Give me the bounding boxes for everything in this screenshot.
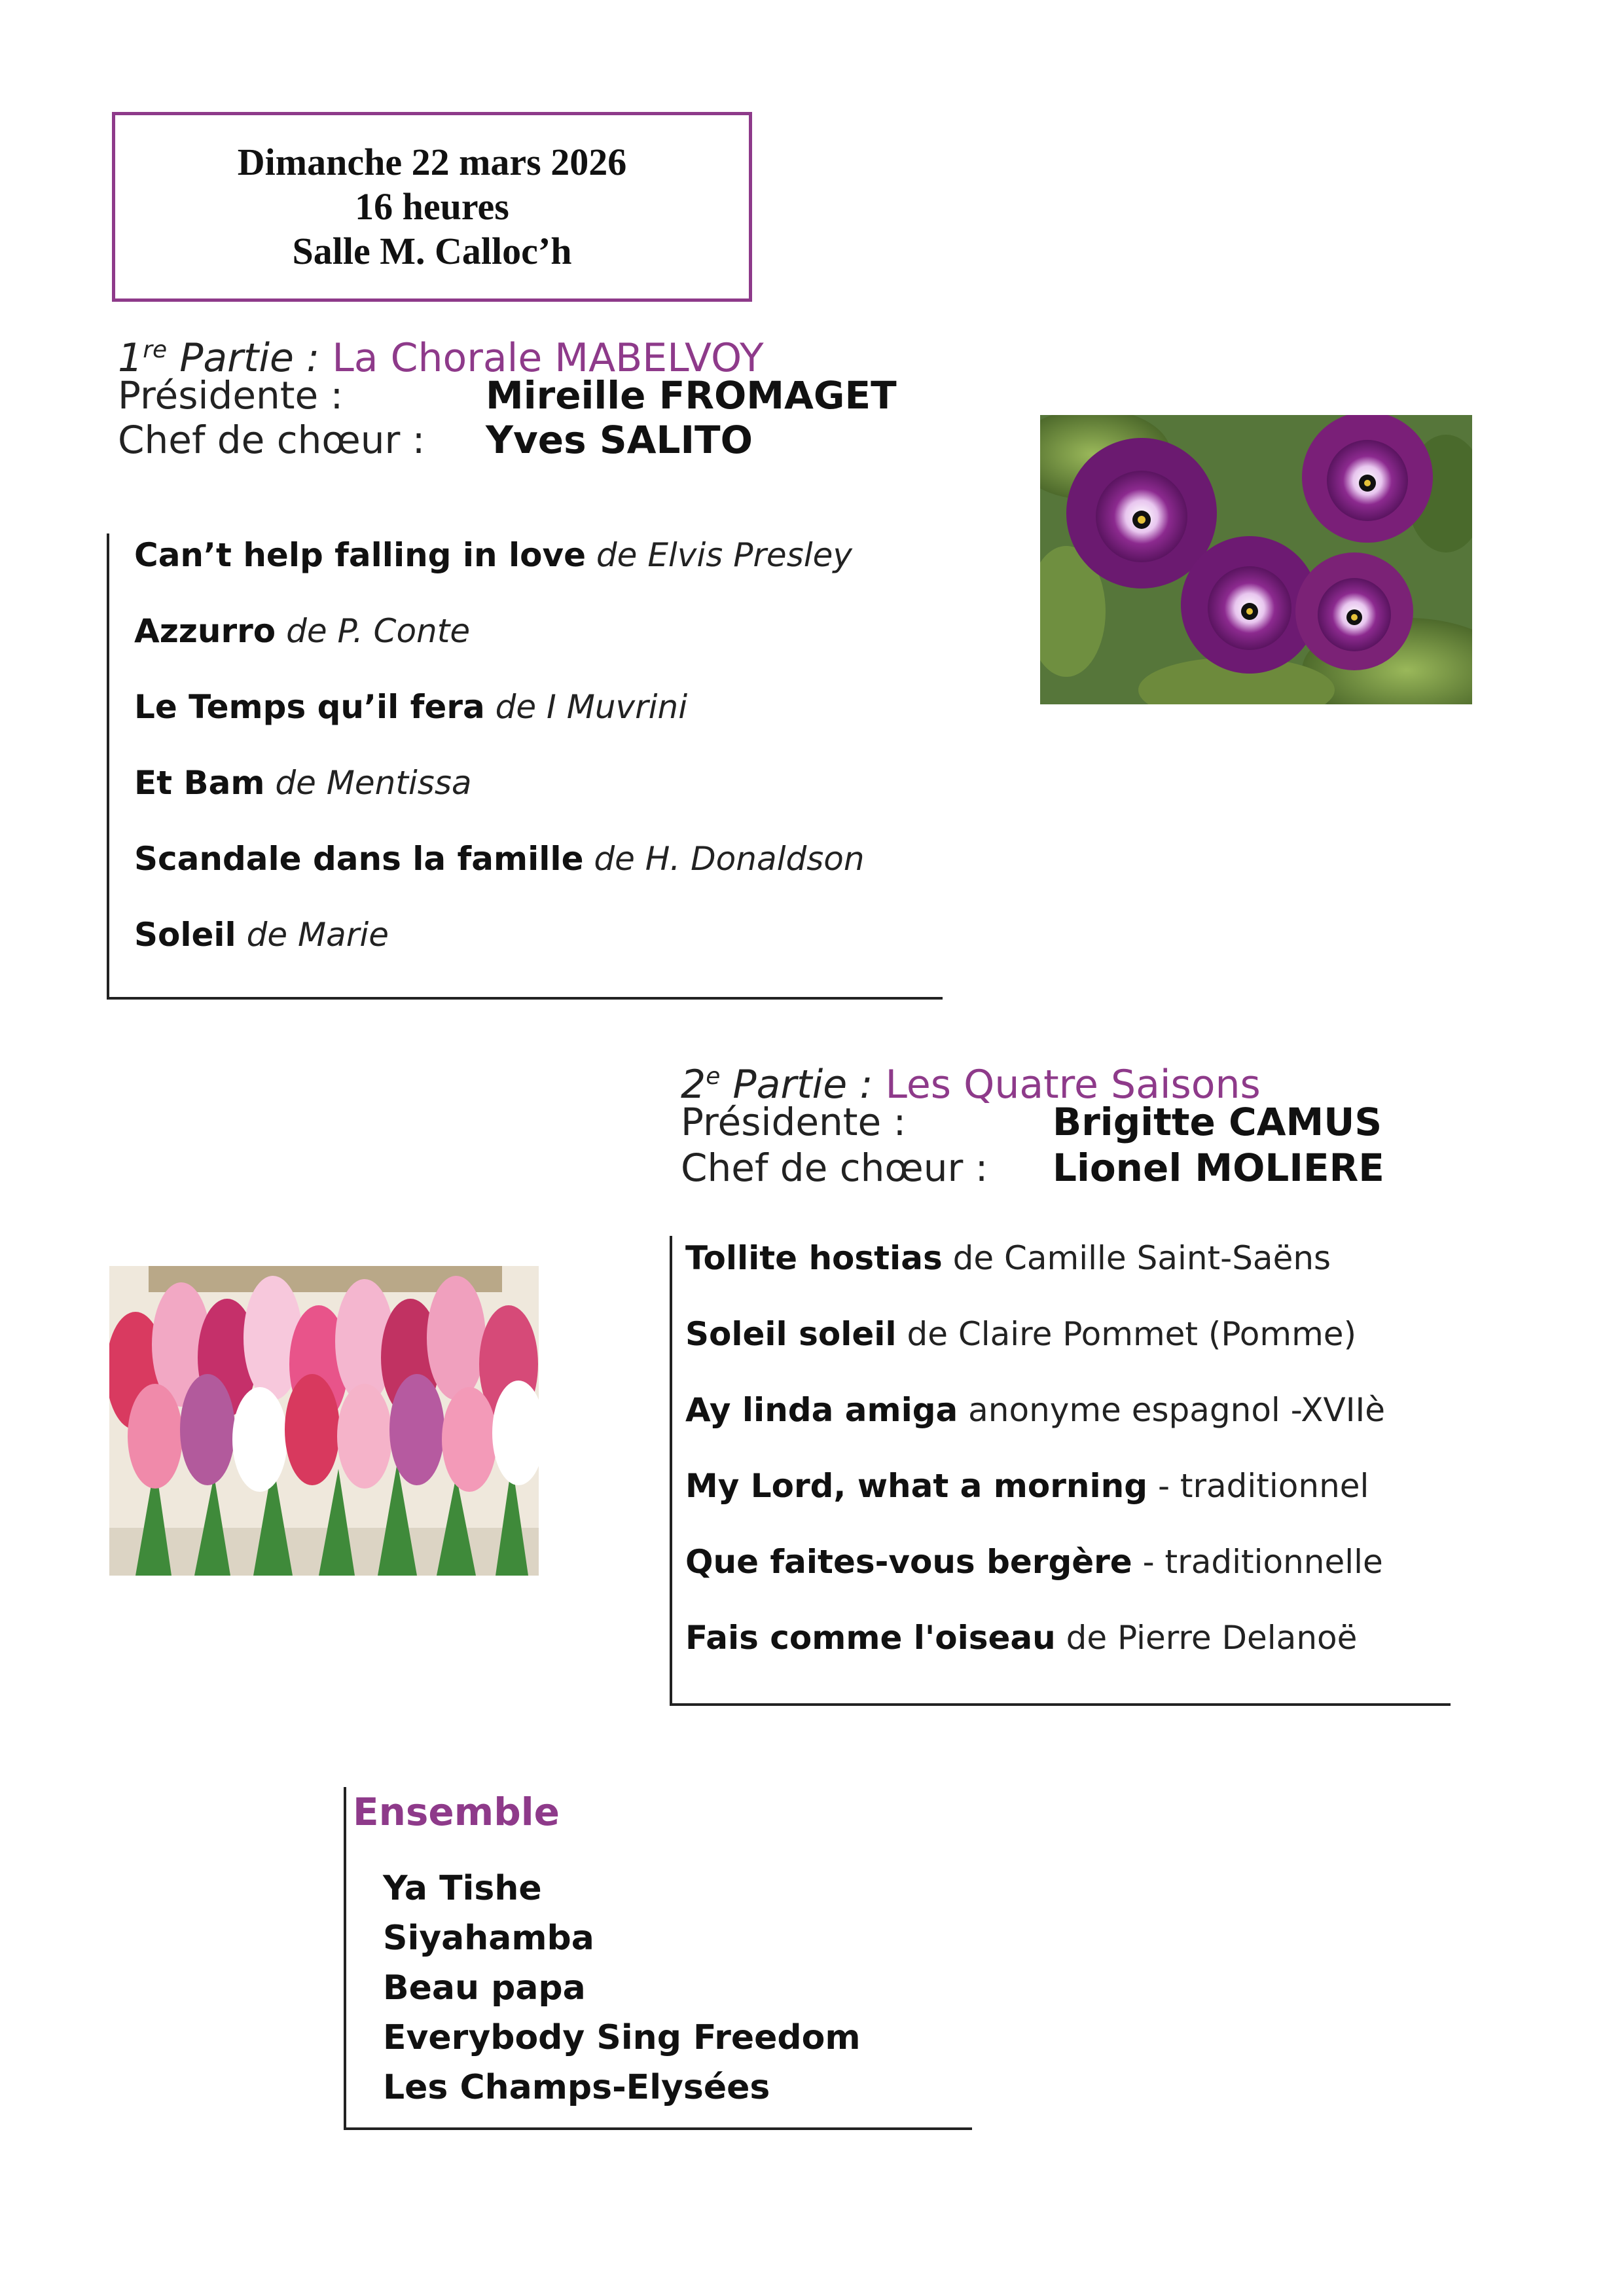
- part2-conductor-name: Lionel MOLIERE: [1053, 1146, 1384, 1190]
- list-item: Scandale dans la famille de H. Donaldson: [134, 840, 865, 878]
- part1-conductor-name: Yves SALITO: [486, 418, 753, 462]
- part2-president-role: Présidente :: [681, 1100, 907, 1144]
- event-venue: Salle M. Calloc’h: [292, 230, 572, 272]
- part1-song-list: [107, 533, 943, 1000]
- part1-choir-name: La Chorale MABELVOY: [332, 335, 764, 381]
- part2-conductor-row: [681, 1146, 1532, 1190]
- hyacinth-flowers-image: [109, 1266, 539, 1576]
- hyacinth-illustration: [109, 1266, 539, 1576]
- part2-label: 2e Partie :: [681, 1062, 873, 1108]
- list-item: Beau papa: [383, 1968, 586, 2008]
- list-item: Fais comme l'oiseau de Pierre Delanoë: [685, 1619, 1358, 1657]
- list-item: Siyahamba: [383, 1919, 594, 1958]
- event-time: 16 heures: [355, 185, 509, 228]
- list-item: Soleil soleil de Claire Pommet (Pomme): [685, 1315, 1357, 1353]
- list-item: Les Champs-Elysées: [383, 2068, 770, 2107]
- part1-conductor-row: [118, 418, 969, 462]
- list-item: My Lord, what a morning - traditionnel: [685, 1467, 1369, 1505]
- list-item: Et Bam de Mentissa: [134, 764, 472, 802]
- part2-choir-name: Les Quatre Saisons: [885, 1062, 1261, 1108]
- list-item: Le Temps qu’il fera de I Muvrini: [134, 688, 688, 726]
- part2-president-row: [681, 1100, 1532, 1144]
- pansy-flowers-image: [1040, 415, 1472, 704]
- part1-president-row: [118, 373, 969, 418]
- part1-president-role: Présidente :: [118, 373, 344, 418]
- ensemble-title: Ensemble: [353, 1790, 560, 1834]
- pansy-illustration: [1040, 415, 1472, 704]
- part1-label: 1re Partie :: [118, 335, 320, 381]
- list-item: Everybody Sing Freedom: [383, 2018, 861, 2057]
- part1-president-name: Mireille FROMAGET: [486, 373, 897, 418]
- event-date: Dimanche 22 mars 2026: [237, 141, 627, 183]
- list-item: Que faites-vous bergère - traditionnelle: [685, 1543, 1383, 1581]
- part2-president-name: Brigitte CAMUS: [1053, 1100, 1382, 1144]
- list-item: Soleil de Marie: [134, 916, 389, 954]
- event-info-box: [112, 112, 752, 302]
- list-item: Tollite hostias de Camille Saint-Saëns: [685, 1239, 1331, 1277]
- part2-song-list: [670, 1236, 1451, 1706]
- list-item: Ya Tishe: [383, 1869, 542, 1908]
- list-item: Can’t help falling in love de Elvis Presley: [134, 536, 852, 574]
- part1-conductor-role: Chef de chœur :: [118, 418, 425, 462]
- ensemble-song-list: [344, 1787, 972, 2130]
- list-item: Azzurro de P. Conte: [134, 612, 471, 650]
- list-item: Ay linda amiga anonyme espagnol -XVIIè: [685, 1391, 1385, 1429]
- part2-conductor-role: Chef de chœur :: [681, 1146, 988, 1190]
